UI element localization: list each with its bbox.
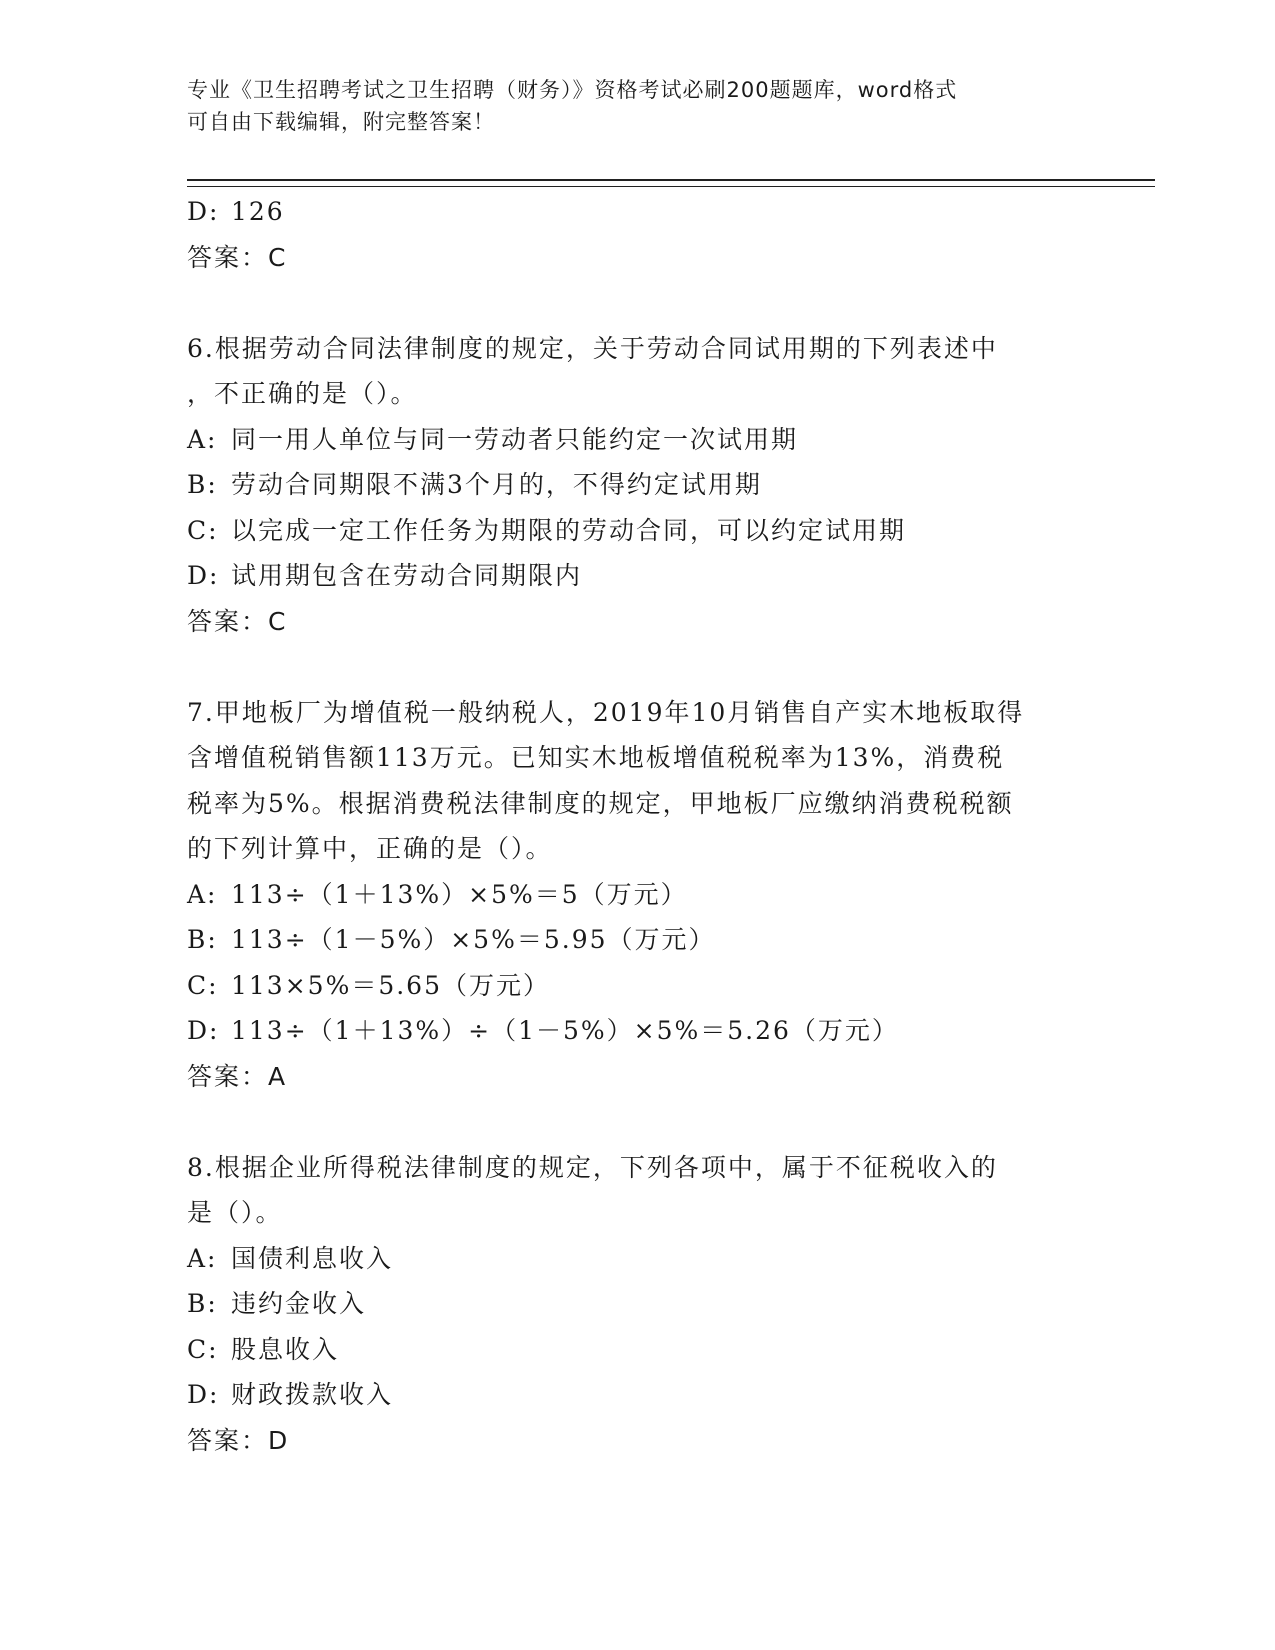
- option-text: 113÷（1＋13%）÷（1－5%）×5%＝5.26（万元）: [231, 1016, 899, 1045]
- question-6: [187, 326, 1087, 645]
- option-text: 126: [231, 197, 285, 226]
- question-stem: 8.根据企业所得税法律制度的规定，下列各项中，属于不征税收入的: [187, 1152, 998, 1182]
- option-b: [187, 462, 1087, 508]
- option-text: 财政拨款收入: [231, 1380, 394, 1409]
- option-letter: B:: [187, 925, 218, 954]
- option-d: [187, 1372, 1087, 1418]
- document-body: [187, 189, 1087, 1463]
- option-text: 113÷（1＋13%）×5%＝5（万元）: [231, 879, 688, 909]
- answer: 答案：A: [187, 1061, 288, 1091]
- option-text: 113×5%＝5.65（万元）: [231, 970, 550, 1000]
- spacer: [187, 1099, 1087, 1145]
- spacer: [187, 280, 1087, 326]
- option-text: 股息收入: [231, 1334, 340, 1364]
- header-title-line-1: 专业《卫生招聘考试之卫生招聘（财务）》资格考试必刷200题题库，word格式: [187, 78, 958, 102]
- option-letter: A:: [187, 879, 218, 909]
- answer: 答案：C: [187, 606, 288, 636]
- question-stem: 7.甲地板厂为增值税一般纳税人，2019年10月销售自产实木地板取得: [187, 697, 1025, 727]
- header-divider: [187, 179, 1155, 187]
- option-letter: D:: [187, 1380, 220, 1409]
- question-stem: ，不正确的是（）。: [187, 379, 418, 408]
- option-letter: C:: [187, 1334, 219, 1364]
- option-letter: A:: [187, 424, 218, 454]
- spacer: [187, 644, 1087, 690]
- option-letter: D:: [187, 197, 220, 226]
- option-text: 以完成一定工作任务为期限的劳动合同，可以约定试用期: [231, 515, 907, 545]
- question-7: [187, 690, 1087, 1100]
- question-stem: 是（）。: [187, 1198, 283, 1227]
- option-a: [187, 417, 1087, 463]
- answer: 答案：C: [187, 242, 288, 272]
- option-c: [187, 508, 1087, 554]
- answer: 答案：D: [187, 1425, 290, 1455]
- option-letter: A:: [187, 1243, 218, 1273]
- option-text: 国债利息收入: [231, 1243, 394, 1273]
- option-d: [187, 553, 1087, 599]
- option-c: [187, 1327, 1087, 1373]
- question-stem: 6.根据劳动合同法律制度的规定，关于劳动合同试用期的下列表述中: [187, 333, 998, 363]
- option-text: 113÷（1－5%）×5%＝5.95（万元）: [231, 925, 716, 954]
- option-letter: B:: [187, 1289, 218, 1318]
- option-text: 试用期包含在劳动合同期限内: [231, 561, 583, 590]
- option-letter: C:: [187, 515, 219, 545]
- option-b: [187, 1281, 1087, 1327]
- header-title-line-2: 可自由下载编辑，附完整答案！: [187, 110, 495, 134]
- option-c: [187, 963, 1087, 1009]
- option-a: [187, 1236, 1087, 1282]
- question-stem: 的下列计算中，正确的是（）。: [187, 834, 553, 863]
- option-d: [187, 189, 1087, 235]
- option-letter: B:: [187, 470, 218, 499]
- option-letter: C:: [187, 970, 219, 1000]
- page-header: [187, 74, 1067, 138]
- option-text: 违约金收入: [231, 1289, 367, 1318]
- option-letter: D:: [187, 561, 220, 590]
- option-b: [187, 917, 1087, 963]
- question-8: [187, 1145, 1087, 1464]
- option-letter: D:: [187, 1016, 220, 1045]
- question-stem: 含增值税销售额113万元。已知实木地板增值税税率为13%，消费税: [187, 743, 1005, 772]
- question-stem: 税率为5%。根据消费税法律制度的规定，甲地板厂应缴纳消费税税额: [187, 788, 1014, 818]
- option-d: [187, 1008, 1087, 1054]
- option-a: [187, 872, 1087, 918]
- option-text: 劳动合同期限不满3个月的，不得约定试用期: [231, 470, 762, 499]
- option-text: 同一用人单位与同一劳动者只能约定一次试用期: [231, 424, 799, 454]
